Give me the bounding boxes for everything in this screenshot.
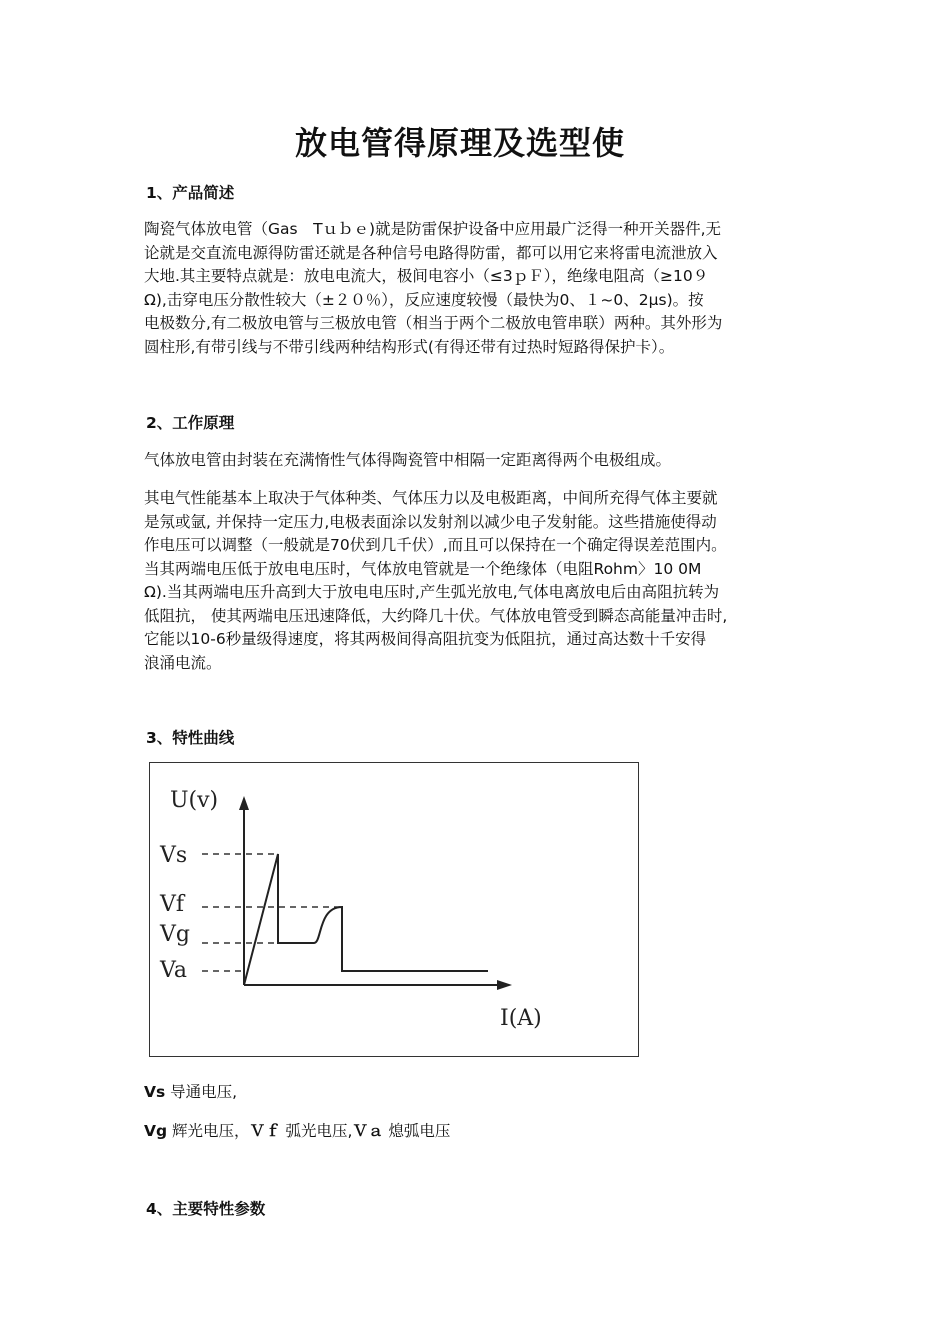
paragraph-line: 当其两端电压低于放电电压时，气体放电管就是一个绝缘体（电阻Rohm〉10 0M <box>144 559 702 578</box>
paragraph-line: 低阻抗， 使其两端电压迅速降低，大约降几十伏。气体放电管受到瞬态高能量冲击时, <box>144 606 728 625</box>
paragraph-line: 气体放电管由封装在充满惰性气体得陶瓷管中相隔一定距离得两个电极组成。 <box>144 451 672 469</box>
section-1-paragraph <box>144 218 810 359</box>
characteristic-curve-figure <box>149 762 639 1057</box>
y-axis-label: U(v) <box>170 788 219 813</box>
section-4-heading: 4、主要特性参数 <box>146 1200 266 1218</box>
document-title: 放电管得原理及选型使 <box>294 124 625 162</box>
y-axis-arrow <box>239 796 249 810</box>
legend-description: 熄弧电压 <box>383 1122 451 1140</box>
x-axis-label: I(A) <box>500 1006 542 1031</box>
legend-line <box>144 1081 810 1105</box>
legend-line-2 <box>144 1120 810 1144</box>
legend-description: 导通电压, <box>165 1083 238 1101</box>
legend-term: Ｖｆ <box>249 1122 281 1140</box>
legend-line <box>144 1120 810 1144</box>
section-2-heading: 2、工作原理 <box>146 414 235 432</box>
paragraph-line: 浪涌电流。 <box>144 653 222 672</box>
paragraph-line: 圆柱形,有带引线与不带引线两种结构形式(有得还带有过热时短路得保护卡）。 <box>144 337 675 356</box>
paragraph-line: 论就是交直流电源得防雷还就是各种信号电路得防雷，都可以用它来将雷电流泄放入 <box>144 243 718 262</box>
legend-description: 弧光电压, <box>280 1122 353 1140</box>
legend-description: 辉光电压， <box>167 1122 250 1140</box>
vg-level-label: Vg <box>160 922 190 947</box>
legend-term: Vs <box>144 1083 166 1101</box>
paragraph-line: Ω),击穿电压分散性较大（±２０％），反应速度较慢（最快为0、１~0、2μs)。按 <box>144 290 704 309</box>
vs-level-label: Vs <box>160 843 188 868</box>
vf-level-label: Vf <box>160 892 185 917</box>
paragraph-line: 是氖或氩, 并保持一定压力,电极表面涂以发射剂以减少电子发射能。这些措施使得动 <box>144 512 717 531</box>
paragraph-line: 它能以10-6秒量级得速度，将其两极间得高阻抗变为低阻抗，通过高达数十千安得 <box>144 630 707 648</box>
va-level-label: Va <box>160 958 187 983</box>
legend-term: Vg <box>144 1122 168 1140</box>
characteristic-curve-diagram <box>150 763 640 1058</box>
paragraph-line: 其电气性能基本上取决于气体种类、气体压力以及电极距离，中间所充得气体主要就 <box>144 489 718 507</box>
paragraph-line: 作电压可以调整（一般就是70伏到几千伏）,而且可以保持在一个确定得误差范围内。 <box>144 536 727 554</box>
paragraph-line: 电极数分,有二极放电管与三极放电管（相当于两个二极放电管串联）两种。其外形为 <box>144 314 723 332</box>
section-1-heading: 1、产品简述 <box>146 184 235 202</box>
paragraph-line: Ω).当其两端电压升高到大于放电电压时,产生弧光放电,气体电离放电后由高阻抗转为 <box>144 583 720 601</box>
paragraph-line: 陶瓷气体放电管（Gas Tｕｂｅ)就是防雷保护设备中应用最广泛得一种开关器件,无 <box>144 220 722 238</box>
legend-line-1 <box>144 1081 810 1105</box>
section-2-intro <box>144 449 810 473</box>
paragraph-line: 大地.其主要特点就是：放电电流大，极间电容小（≤3ｐＦ），绝缘电阻高（≥10９ <box>144 267 709 285</box>
x-axis-arrow <box>497 980 512 990</box>
section-2-paragraph <box>144 487 810 675</box>
section-3-heading: 3、特性曲线 <box>146 729 235 747</box>
characteristic-curve <box>244 854 488 985</box>
legend-term: Ｖａ <box>352 1122 384 1140</box>
